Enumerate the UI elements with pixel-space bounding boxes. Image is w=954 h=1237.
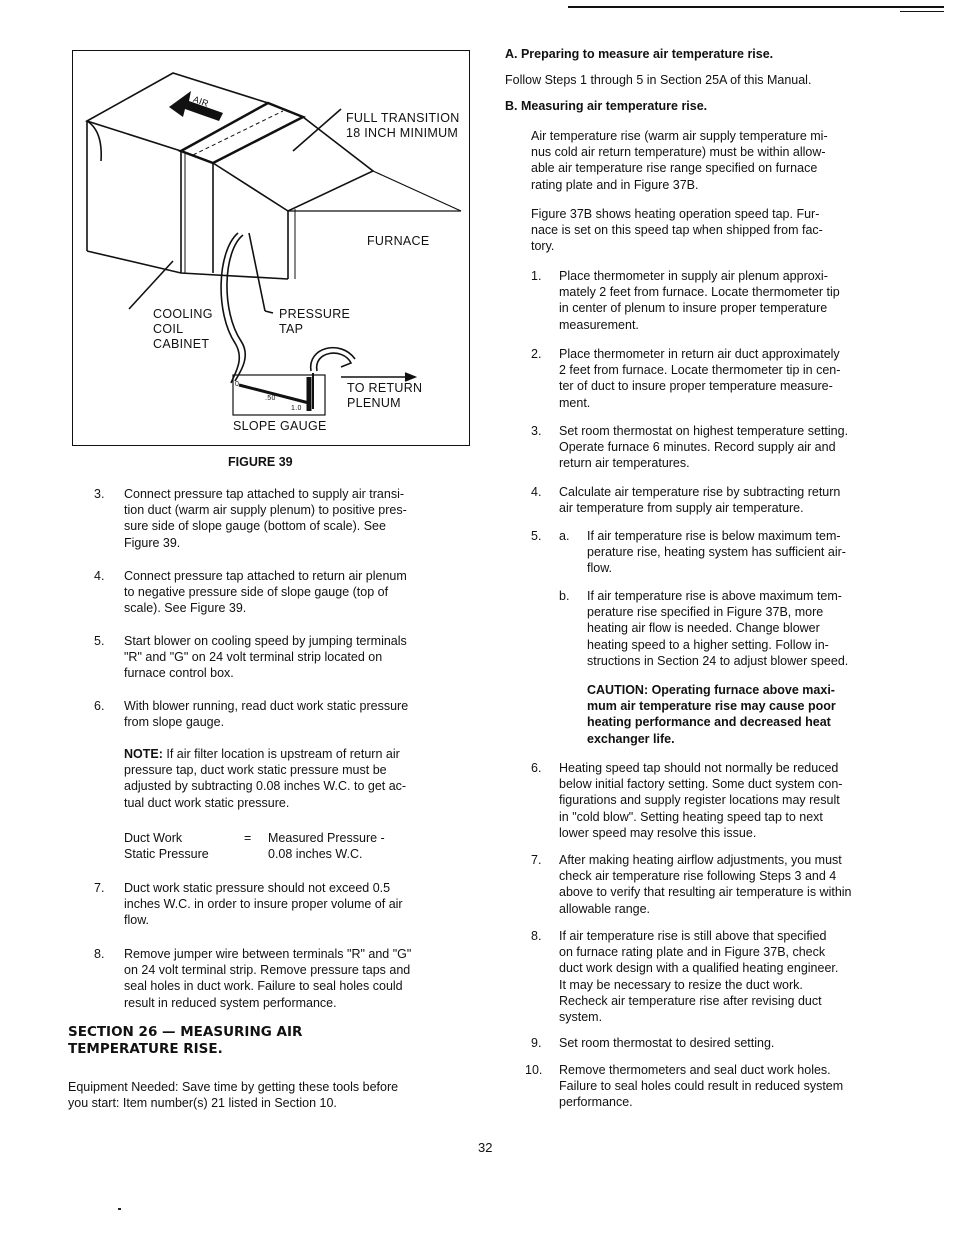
item-number: 5.	[531, 529, 542, 543]
furnace-label: FURNACE	[367, 234, 430, 248]
item-number: 3.	[531, 424, 542, 438]
item-number: 3.	[94, 487, 105, 501]
sub-item-text: If air temperature rise is above maximum tem- perature rise specified in Figure 37B, more heating air flow is needed. Change blower heating speed to a higher setting. Follow in- structions in Section 24 to adjust blower speed.	[587, 589, 849, 668]
item-text: Remove jumper wire between terminals "R" and "G" on 24 volt terminal strip. Remove pressure taps and seal holes in duct work. Failure to seal holes could result in reduced system performance.	[124, 947, 412, 1010]
heading-b: B. Measuring air temperature rise.	[505, 99, 708, 113]
item-number: 8.	[94, 947, 105, 961]
formula-lhs: Duct Work Static Pressure	[124, 831, 209, 862]
b-paragraph-1: Air temperature rise (warm air supply temperature mi- nus cold air return temperature) must be within allow- able air temperature rise range specified on furnace rating plate and in Figure 37B.	[531, 129, 828, 192]
note-label: NOTE:	[124, 747, 163, 761]
caution-note: CAUTION: Operating furnace above maxi- mum air temperature rise may cause poor heating performance and decreased heat exchanger life.	[587, 683, 836, 746]
slope-gauge-label: SLOPE GAUGE	[233, 419, 327, 433]
heading-a: A. Preparing to measure air temperature rise.	[505, 47, 774, 61]
item-text: Remove thermometers and seal duct work holes. Failure to seal holes could result in reduced system performance.	[559, 1063, 844, 1110]
formula-rhs: Measured Pressure - 0.08 inches W.C.	[268, 831, 385, 862]
figure-39-diagram	[72, 50, 470, 446]
top-rule	[568, 6, 944, 8]
pressure-tap-label: PRESSURE TAP	[279, 307, 351, 336]
item-text: Place thermometer in supply air plenum approxi- mately 2 feet from furnace. Locate thermometer tip in center of plenum to insure proper temperature measurement.	[559, 269, 840, 332]
item-text: With blower running, read duct work static pressure from slope gauge.	[124, 699, 409, 730]
item-number: 4.	[94, 569, 105, 583]
top-rule-short	[900, 11, 944, 12]
item-text: Connect pressure tap attached to return air plenum to negative pressure side of slope gauge (top of scale). See Figure 39.	[124, 569, 407, 616]
item-number: 7.	[531, 853, 542, 867]
full-transition-label: FULL TRANSITION 18 INCH MINIMUM	[346, 111, 460, 140]
gauge-one-mark: 1.0	[291, 405, 302, 412]
item-number: 7.	[94, 881, 105, 895]
formula-equals: =	[244, 831, 252, 845]
item-text: Connect pressure tap attached to supply air transi- tion duct (warm air supply plenum) to positive pres- sure side of slope gauge (bottom of scale). See Figure 39.	[124, 487, 407, 550]
item-text: If air temperature rise is still above that specified on furnace rating plate and in Figure 37B, check duct work design with a qualified heating engineer. It may be necessary to resize the duct work. Recheck air temperature rise after revising duct system.	[559, 929, 839, 1025]
section-26-heading: SECTION 26 — MEASURING AIR TEMPERATURE RISE.	[68, 1024, 303, 1057]
cooling-coil-label: COOLING COIL CABINET	[153, 307, 213, 351]
to-return-plenum-label: TO RETURN PLENUM	[347, 381, 423, 410]
gauge-zero-mark: 0	[235, 381, 240, 388]
figure-caption: FIGURE 39	[228, 455, 293, 469]
item-text: Place thermometer in return air duct approximately 2 feet from furnace. Locate thermometer tip in cen- ter of duct to insure proper temperature measure- ment.	[559, 347, 841, 410]
note-paragraph	[124, 746, 464, 811]
item-text: Set room thermostat on highest temperature setting. Operate furnace 6 minutes. Record supply air and return air temperatures.	[559, 424, 849, 471]
item-text: After making heating airflow adjustments, you must check air temperature rise following Steps 3 and 4 above to verify that resulting air temperature is within allowable range.	[559, 853, 852, 916]
item-number: 10.	[525, 1063, 543, 1077]
item-number: 6.	[531, 761, 542, 775]
speck-mark	[118, 1208, 121, 1210]
item-text: Start blower on cooling speed by jumping terminals "R" and "G" on 24 volt terminal strip located on furnace control box.	[124, 634, 407, 681]
sub-item-letter: b.	[559, 589, 570, 603]
item-number: 4.	[531, 485, 542, 499]
item-text: Duct work static pressure should not exceed 0.5 inches W.C. in order to insure proper volume of air flow.	[124, 881, 403, 928]
item-number: 8.	[531, 929, 542, 943]
sub-item-letter: a.	[559, 529, 570, 543]
heading-a-text: Follow Steps 1 through 5 in Section 25A of this Manual.	[505, 73, 812, 87]
page-number: 32	[478, 1140, 493, 1155]
item-text: Set room thermostat to desired setting.	[559, 1036, 775, 1050]
item-number: 9.	[531, 1036, 542, 1050]
item-text: Calculate air temperature rise by subtracting return air temperature from supply air temperature.	[559, 485, 841, 516]
item-text: Heating speed tap should not normally be reduced below initial factory setting. Some duct system con- figurations and supply register locations may result in "cold blow". Setting heating speed tap to next lower speed may resolve this issue.	[559, 761, 843, 840]
item-number: 6.	[94, 699, 105, 713]
sub-item-text: If air temperature rise is below maximum tem- perature rise, heating system has sufficient air- flow.	[587, 529, 846, 576]
note-text: If air filter location is upstream of return air pressure tap, duct work static pressure must be adjusted by subtracting 0.08 inches W.C. to get ac- tual duct work static pressure.	[124, 747, 407, 810]
equipment-needed: Equipment Needed: Save time by getting these tools before you start: Item number(s) 21 listed in Section 10.	[68, 1080, 399, 1111]
gauge-half-mark: .50	[265, 395, 276, 402]
item-number: 2.	[531, 347, 542, 361]
item-number: 1.	[531, 269, 542, 283]
b-paragraph-2: Figure 37B shows heating operation speed tap. Fur- nace is set on this speed tap when shipped from fac- tory.	[531, 207, 823, 254]
item-number: 5.	[94, 634, 105, 648]
air-flow-label: AIR FLOW	[188, 93, 218, 122]
